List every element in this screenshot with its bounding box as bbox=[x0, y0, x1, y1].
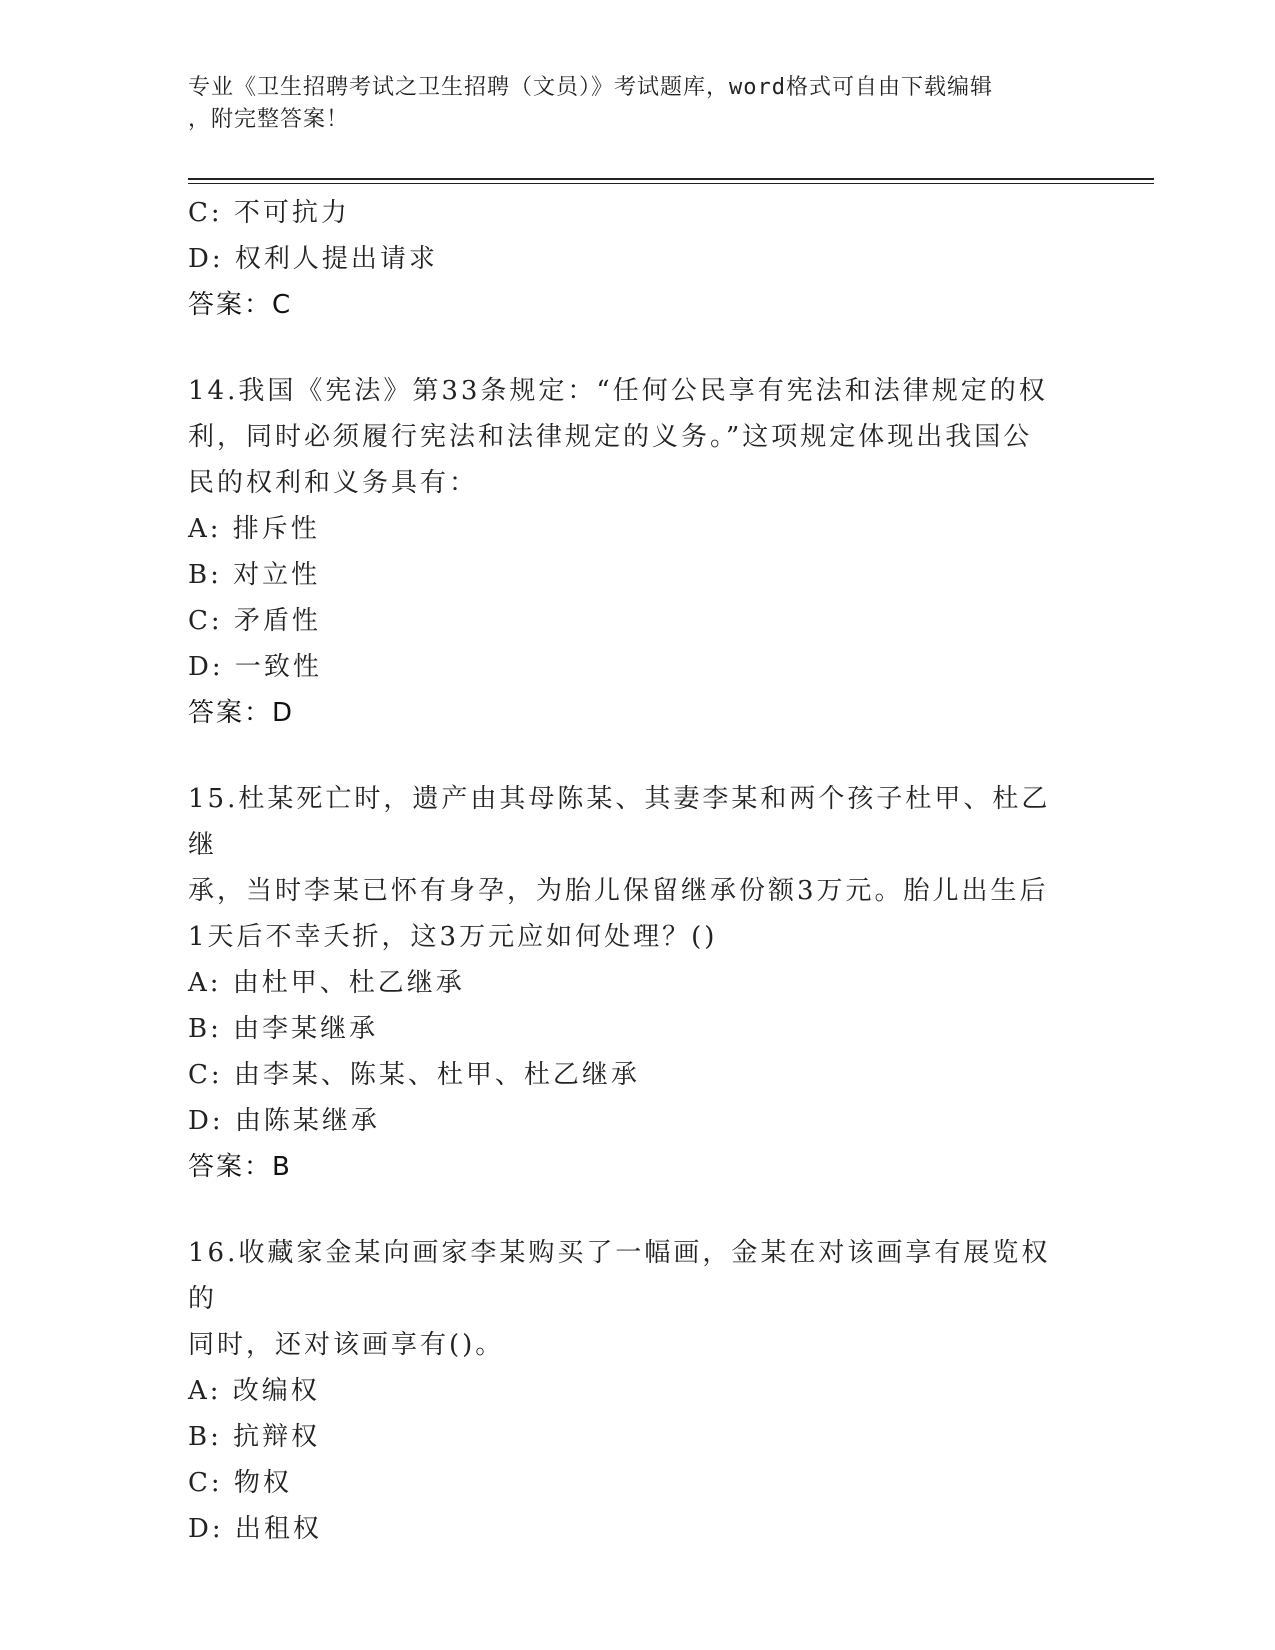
question-stem-line: 利，同时必须履行宪法和法律规定的义务。”这项规定体现出我国公 bbox=[188, 422, 1033, 452]
option-c: C: 不可抗力 bbox=[188, 198, 350, 228]
header-line-1: 专业《卫生招聘考试之卫生招聘（文员）》考试题库，word格式可自由下载编辑 bbox=[188, 75, 993, 100]
question-stem bbox=[188, 368, 1068, 506]
question-stem-line: 民的权利和义务具有： bbox=[188, 468, 479, 498]
previous-question-tail bbox=[188, 190, 1088, 328]
question-stem-line: 16.收藏家金某向画家李某购买了一幅画，金某在对该画享有展览权的 bbox=[188, 1238, 1051, 1314]
question-stem bbox=[188, 1230, 1068, 1368]
question-15 bbox=[188, 776, 1088, 1190]
option-b: B: 抗辩权 bbox=[188, 1422, 321, 1452]
option-a: A: 由杜甲、杜乙继承 bbox=[188, 968, 465, 998]
header-rule-thin bbox=[188, 183, 1154, 184]
spacer bbox=[188, 1190, 1088, 1230]
option-a: A: 排斥性 bbox=[188, 514, 320, 544]
option-b: B: 由李某继承 bbox=[188, 1014, 379, 1044]
option-d: D: 出租权 bbox=[188, 1514, 322, 1544]
question-stem-line: 1天后不幸夭折，这3万元应如何处理？() bbox=[188, 922, 718, 952]
answer-line: 答案：B bbox=[188, 1152, 292, 1182]
question-stem-line: 承，当时李某已怀有身孕，为胎儿保留继承份额3万元。胎儿出生后 bbox=[188, 876, 1049, 906]
question-stem-line: 15.杜某死亡时，遗产由其母陈某、其妻李某和两个孩子杜甲、杜乙继 bbox=[188, 784, 1051, 860]
question-16 bbox=[188, 1230, 1088, 1552]
option-d: D: 权利人提出请求 bbox=[188, 244, 438, 274]
question-stem bbox=[188, 776, 1068, 960]
header-rule-thick bbox=[188, 178, 1154, 180]
answer-line: 答案：C bbox=[188, 290, 293, 320]
option-c: C: 物权 bbox=[188, 1468, 292, 1498]
option-c: C: 矛盾性 bbox=[188, 606, 321, 636]
spacer bbox=[188, 328, 1088, 368]
option-d: D: 一致性 bbox=[188, 652, 322, 682]
option-c: C: 由李某、陈某、杜甲、杜乙继承 bbox=[188, 1060, 640, 1090]
page-header bbox=[188, 72, 1068, 136]
header-line-2: ，附完整答案！ bbox=[188, 107, 350, 132]
question-stem-line: 同时，还对该画享有()。 bbox=[188, 1330, 505, 1360]
option-a: A: 改编权 bbox=[188, 1376, 320, 1406]
question-stem-line: 14.我国《宪法》第33条规定：“任何公民享有宪法和法律规定的权 bbox=[188, 376, 1048, 406]
question-14 bbox=[188, 368, 1088, 736]
option-d: D: 由陈某继承 bbox=[188, 1106, 380, 1136]
option-b: B: 对立性 bbox=[188, 560, 321, 590]
answer-line: 答案：D bbox=[188, 698, 295, 728]
question-content bbox=[188, 190, 1088, 1552]
spacer bbox=[188, 736, 1088, 776]
